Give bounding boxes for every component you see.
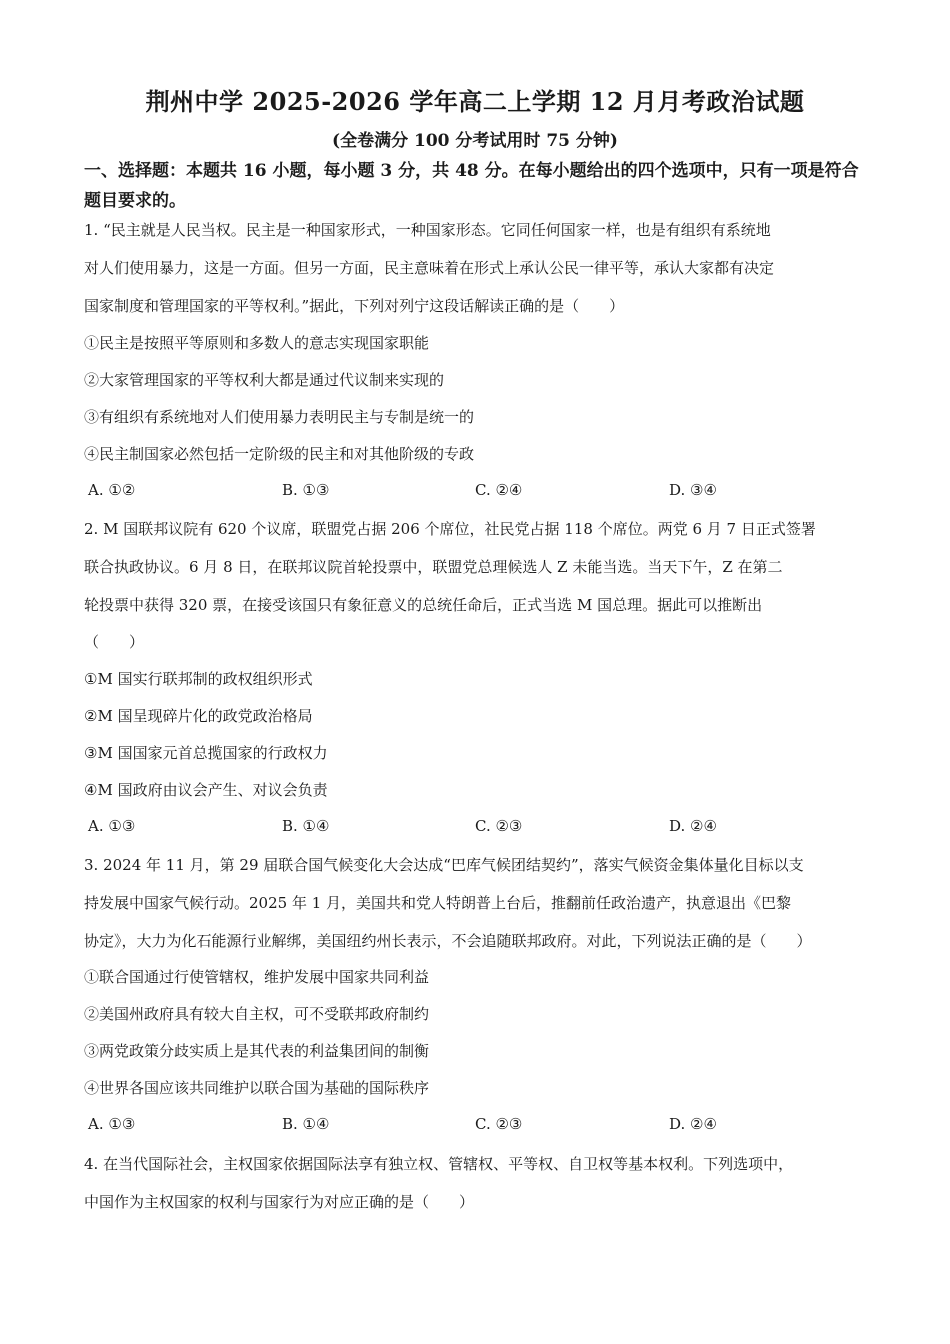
exam-subtitle: (全卷满分 100 分考试用时 75 分钟) — [332, 131, 618, 151]
section-header: 一、选择题：本题共 16 小题，每小题 3 分，共 48 分。在每小题给出的四个选项中，只有一项是符合题目要求的。 — [84, 161, 859, 211]
question-1-statement: ③有组织有系统地对人们使用暴力表明民主与专制是统一的 — [84, 408, 475, 426]
question-2-stem-line: 联合执政协议。6 月 8 日，在联邦议院首轮投票中，联盟党总理候选人 Z 未能当选。当天下午，Z 在第二 — [84, 558, 783, 576]
question-4-stem-line: 4. 在当代国际社会，主权国家依据国际法享有独立权、管辖权、平等权、自卫权等基本权利。下列选项中， — [84, 1155, 794, 1173]
question-3-option-b: B. ①④ — [282, 1115, 330, 1133]
question-3-statement: ①联合国通过行使管辖权，维护发展中国家共同利益 — [84, 968, 430, 986]
question-2-stem-line: （ ） — [84, 633, 145, 651]
question-1-option-c: C. ②④ — [475, 481, 523, 499]
question-3-stem-line: 协定》，大力为化石能源行业解绑，美国纽约州长表示，不会追随联邦政府。对此，下列说法正确的是（ ） — [84, 932, 812, 950]
question-1-option-d: D. ③④ — [669, 481, 717, 499]
question-3-statement: ②美国州政府具有较大自主权，可不受联邦政府制约 — [84, 1005, 430, 1023]
question-1-option-a: A. ①② — [88, 481, 136, 499]
question-3-statement: ③两党政策分歧实质上是其代表的利益集团间的制衡 — [84, 1042, 430, 1060]
question-2-statement: ③M 国国家元首总揽国家的行政权力 — [84, 744, 328, 762]
question-1-statement: ①民主是按照平等原则和多数人的意志实现国家职能 — [84, 334, 430, 352]
question-2-statement: ②M 国呈现碎片化的政党政治格局 — [84, 707, 313, 725]
question-2-statement: ④M 国政府由议会产生、对议会负责 — [84, 781, 328, 799]
question-3-statement: ④世界各国应该共同维护以联合国为基础的国际秩序 — [84, 1079, 430, 1097]
question-3-stem-line: 3. 2024 年 11 月，第 29 届联合国气候变化大会达成“巴库气候团结契约”，落实气候资金集体量化目标以支 — [84, 856, 804, 874]
question-4-stem-line: 中国作为主权国家的权利与国家行为对应正确的是（ ） — [84, 1193, 475, 1211]
question-2-stem-line: 2. M 国联邦议院有 620 个议席，联盟党占据 206 个席位，社民党占据 118 个席位。两党 6 月 7 日正式签署 — [84, 520, 816, 538]
question-2-stem-line: 轮投票中获得 320 票，在接受该国只有象征意义的总统任命后，正式当选 M 国总理。据此可以推断出 — [84, 596, 763, 614]
exam-title: 荆州中学 2025-2026 学年高二上学期 12 月月考政治试题 — [145, 87, 805, 116]
question-1-stem-line: 1. “民主就是人民当权。民主是一种国家形式，一种国家形态。它同任何国家一样，也是有组织有系统地 — [84, 221, 771, 239]
question-3-option-c: C. ②③ — [475, 1115, 523, 1133]
question-1-option-b: B. ①③ — [282, 481, 330, 499]
question-2-option-d: D. ②④ — [669, 817, 717, 835]
question-1-stem-line: 国家制度和管理国家的平等权利。”据此，下列对列宁这段话解读正确的是（ ） — [84, 297, 625, 315]
question-2-option-c: C. ②③ — [475, 817, 523, 835]
question-1-stem-line: 对人们使用暴力，这是一方面。但另一方面，民主意味着在形式上承认公民一律平等，承认大家都有决定 — [84, 259, 775, 277]
question-2-option-b: B. ①④ — [282, 817, 330, 835]
question-1-statement: ②大家管理国家的平等权利大都是通过代议制来实现的 — [84, 371, 445, 389]
question-1-statement: ④民主制国家必然包括一定阶级的民主和对其他阶级的专政 — [84, 445, 475, 463]
question-3-option-a: A. ①③ — [88, 1115, 136, 1133]
question-3-option-d: D. ②④ — [669, 1115, 717, 1133]
question-2-statement: ①M 国实行联邦制的政权组织形式 — [84, 670, 313, 688]
question-2-option-a: A. ①③ — [88, 817, 136, 835]
question-3-stem-line: 持发展中国家气候行动。2025 年 1 月，美国共和党人特朗普上台后，推翻前任政治遗产，执意退出《巴黎 — [84, 894, 792, 912]
